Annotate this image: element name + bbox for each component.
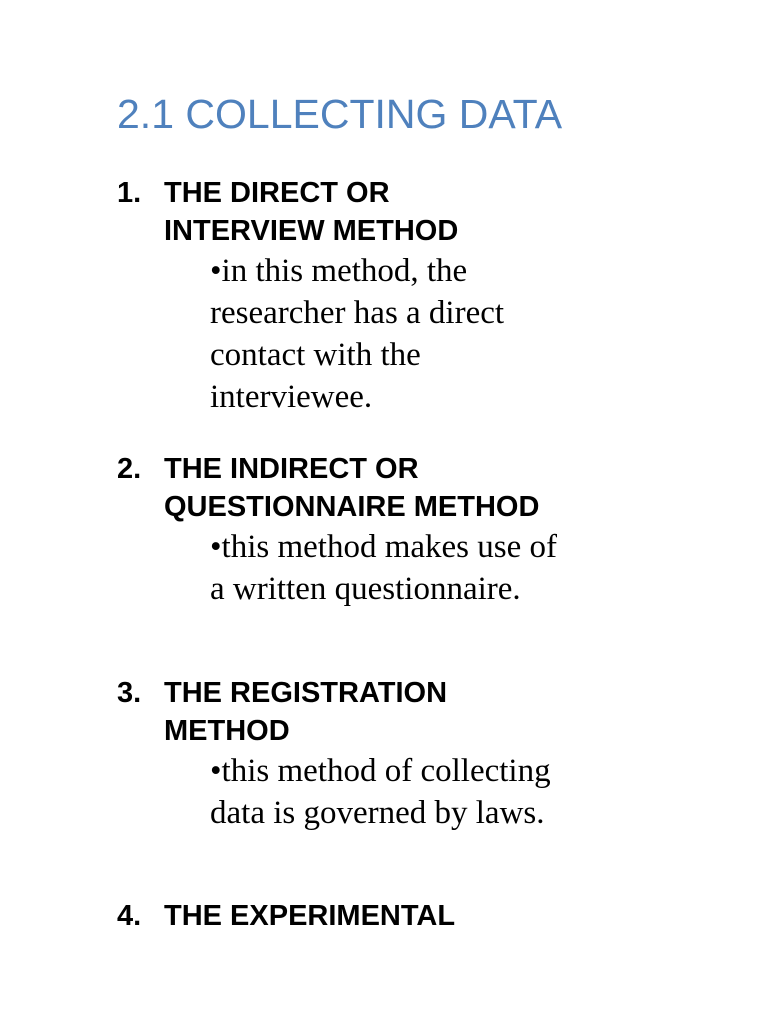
item-head: [117, 897, 737, 935]
item-head: [117, 674, 737, 750]
item-description: •this method of collecting data is governed by laws.: [210, 753, 551, 831]
item-description: •this method makes use of a written questionnaire.: [210, 529, 557, 607]
list-item-indirect-method: [117, 450, 737, 610]
item-heading: THE INDIRECT OR QUESTIONNAIRE METHOD: [164, 453, 540, 523]
list-item-direct-method: [117, 174, 737, 418]
item-heading: THE REGISTRATION METHOD: [164, 677, 448, 747]
item-number: 4.: [117, 900, 142, 932]
item-number: 1.: [117, 177, 142, 209]
page-title: 2.1 COLLECTING DATA: [117, 91, 563, 137]
item-number: 3.: [117, 677, 142, 709]
item-head: [117, 174, 737, 250]
item-heading: THE DIRECT OR INTERVIEW METHOD: [164, 177, 459, 247]
item-head: [117, 450, 737, 526]
item-heading: THE EXPERIMENTAL: [164, 900, 456, 932]
list-item-registration-method: [117, 674, 737, 834]
list-item-experimental-method: [117, 897, 737, 935]
item-description: •in this method, the researcher has a direct contact with the interviewee.: [210, 253, 505, 415]
item-number: 2.: [117, 453, 142, 485]
